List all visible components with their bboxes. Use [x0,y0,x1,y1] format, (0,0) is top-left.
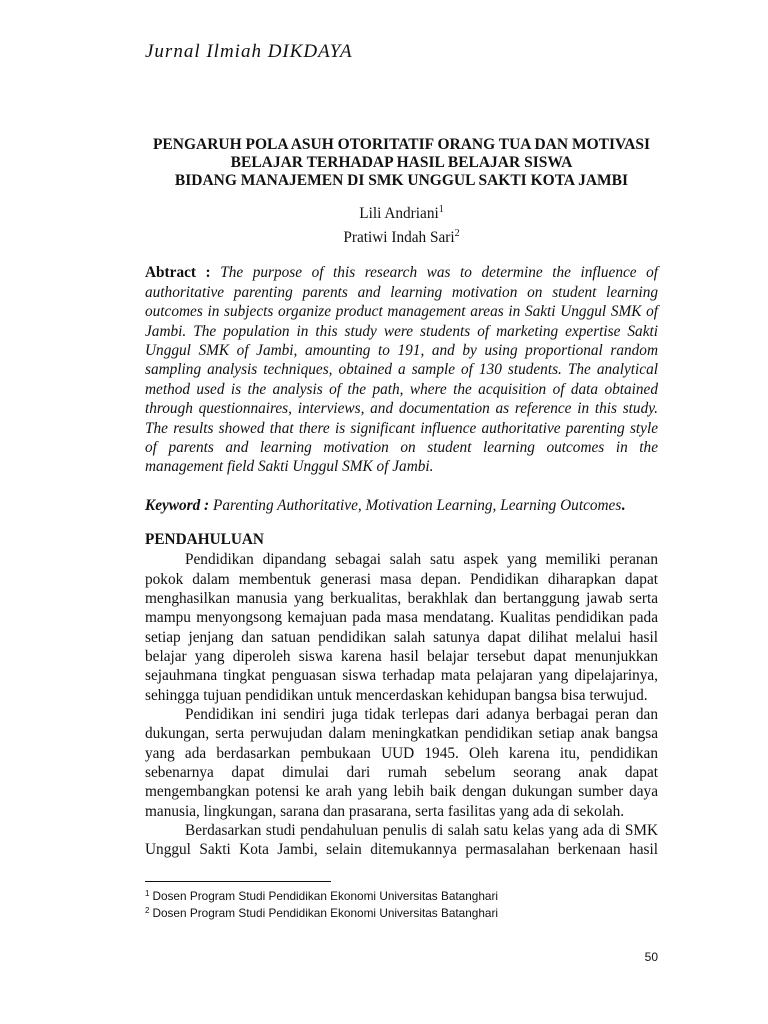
page-number: 50 [644,950,658,964]
paragraph-line: belajar yang diperoleh siswa karena hasil belajar tersebut dapat menunjukkan [145,648,658,666]
abstract-line [145,263,658,282]
paragraph-line: Pendidikan ini sendiri juga tidak terlepas dari adanya berbagai peran dan [185,706,658,724]
abstract-text: The purpose of this research was to determine the influence of [220,264,659,282]
section-heading: PENDAHULUAN [145,531,264,549]
keyword-text: Parenting Authoritative, Motivation Learning, Learning Outcomes [212,497,622,515]
body-text [145,550,658,860]
title-line: PENGARUH POLA ASUH OTORITATIF ORANG TUA DAN MOTIVASI [152,136,651,153]
paragraph-line: sehingga tujuan pendidikan untuk mencerdaskan kehidupan bangsa bisa terwujud. [145,686,648,704]
paragraph [145,821,658,860]
keyword-end: . [621,497,626,515]
author [145,227,658,251]
paragraph-line: sebenarnya dapat dimulai dari rumah sebelum seorang anak dapat [145,764,658,782]
footnotes [145,889,498,922]
author-list [145,203,658,251]
paragraph [145,705,658,821]
abstract-line: Jambi. The population in this study were students of marketing expertise Sakti [145,322,658,340]
author-footnote-mark: 1 [438,204,444,215]
footnote [145,906,498,923]
paragraph-line: pokok dalam membentuk generasi masa depan. Pendidikan diharapkan dapat [145,570,658,588]
paragraph-line: Berdasarkan studi pendahuluan penulis di salah satu kelas yang ada di SMK [185,822,658,840]
footnote-text: Dosen Program Studi Pendidikan Ekonomi Universitas Batanghari [152,889,499,904]
author-name: Lili Andriani [359,205,439,222]
paragraph-line: Unggul Sakti Kota Jambi, selain ditemukannya permasalahan berkenaan hasil [145,841,658,859]
paragraph-line: manusia, lingkungan, sarana dan prasarana, serta fasilitas yang ada di sekolah. [145,802,625,820]
abstract-line: method used is the analysis of the path, where the acquisition of data obtained [145,380,658,398]
paper-title [145,136,658,190]
journal-header: Jurnal Ilmiah DIKDAYA [145,41,353,62]
paragraph-line: sejauhmana tingkat penguasan siswa terhadap mata pelajaran yang dipelajarinya, [145,667,658,685]
title-line: BELAJAR TERHADAP HASIL BELAJAR SISWA [230,154,573,171]
abstract-line: authoritative parenting parents and learning motivation on student learning [145,283,658,301]
abstract-line: management field Sakti Unggul SMK of Jambi. [145,458,434,476]
footnote-mark: 1 [145,889,150,899]
abstract-line: sampling analysis techniques, obtained a sample of 130 students. The analytical [145,361,658,379]
author [145,203,658,227]
keyword-line [145,496,658,515]
abstract [145,263,658,476]
abstract-line: The results showed that there is significant influence authoritative parenting style [145,419,658,437]
paragraph-line: mampu menyongsong kemajuan pada masa mendatang. Kualitas pendidikan pada [145,609,658,627]
footnote-text: Dosen Program Studi Pendidikan Ekonomi Universitas Batanghari [152,905,499,920]
title-line: BIDANG MANAJEMEN DI SMK UNGGUL SAKTI KOTA JAMBI [174,172,629,189]
paragraph-line: mengembangkan potensi ke arah yang lebih baik dengan dukungan sumber daya [145,783,658,801]
footnote-mark: 2 [145,905,150,915]
abstract-line: Unggul SMK of Jambi, amounting to 191, and by using proportional random [145,341,658,359]
author-name: Pratiwi Indah Sari [343,229,455,246]
abstract-line: through questionnaires, interviews, and documentation as reference in this study. [145,400,658,418]
author-footnote-mark: 2 [454,228,460,239]
abstract-label: Abtract : [145,264,211,282]
abstract-line: of parents and learning motivation on student learning outcomes in the [145,438,658,456]
paragraph-line: setiap jenjang dan satuan pendidikan salah satunya dapat dilihat melalui hasil [145,628,658,646]
paragraph [145,550,658,705]
paragraph-line: dukungan, serta perwujudan dalam meningkatkan pendidikan setiap anak bangsa [145,725,658,743]
footnote [145,889,498,906]
paragraph-line: Pendidikan dipandang sebagai salah satu aspek yang memiliki peranan [185,551,658,569]
keyword-label: Keyword : [145,497,210,515]
paragraph-line: menghasilkan manusia yang berkualitas, berakhlak dan bertanggung jawab serta [145,589,658,607]
paragraph-line: yang ada berdasarkan pembukaan UUD 1945. Oleh karena itu, pendidikan [145,744,658,762]
abstract-line: outcomes in subjects organize product management areas in Sakti Unggul SMK of [145,303,658,321]
footnote-separator [145,881,331,882]
